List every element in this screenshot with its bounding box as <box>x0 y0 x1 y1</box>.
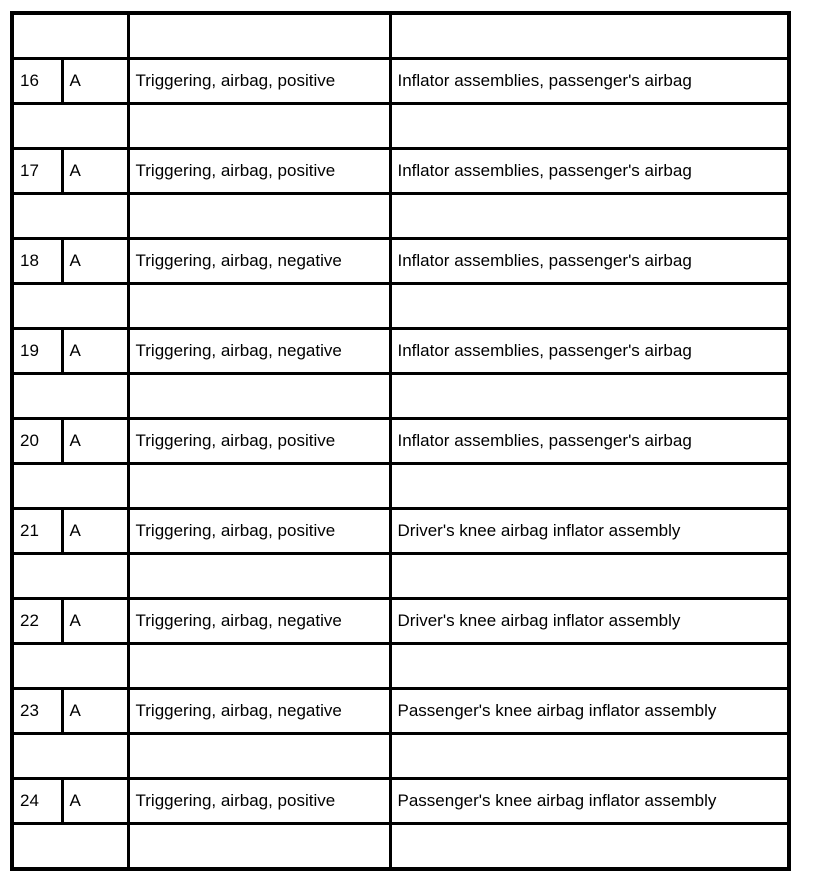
pin-number-cell: 23 <box>12 689 62 734</box>
destination-cell: Driver's knee airbag inflator assembly <box>390 599 789 644</box>
table-row <box>12 329 789 374</box>
spacer-cell <box>390 284 789 329</box>
connector-cell: A <box>62 59 128 104</box>
connector-cell: A <box>62 599 128 644</box>
destination-cell: Driver's knee airbag inflator assembly <box>390 509 789 554</box>
spacer-cell <box>390 104 789 149</box>
connector-cell: A <box>62 419 128 464</box>
function-cell: Triggering, airbag, positive <box>128 59 390 104</box>
pin-number-cell: 18 <box>12 239 62 284</box>
destination-cell: Passenger's knee airbag inflator assembly <box>390 779 789 824</box>
connector-cell: A <box>62 689 128 734</box>
spacer-row <box>12 644 789 689</box>
table-row <box>12 599 789 644</box>
function-cell: Triggering, airbag, negative <box>128 329 390 374</box>
spacer-cell <box>12 464 128 509</box>
spacer-cell <box>128 104 390 149</box>
spacer-row <box>12 104 789 149</box>
spacer-cell <box>390 734 789 779</box>
pin-assignment-table <box>10 11 791 871</box>
connector-cell: A <box>62 329 128 374</box>
pin-number-cell: 17 <box>12 149 62 194</box>
spacer-row <box>12 464 789 509</box>
spacer-cell <box>128 554 390 599</box>
spacer-row <box>12 284 789 329</box>
spacer-cell <box>128 284 390 329</box>
function-cell: Triggering, airbag, negative <box>128 599 390 644</box>
spacer-cell <box>390 13 789 59</box>
pin-number-cell: 24 <box>12 779 62 824</box>
pin-number-cell: 20 <box>12 419 62 464</box>
spacer-cell <box>128 734 390 779</box>
spacer-cell <box>128 644 390 689</box>
function-cell: Triggering, airbag, negative <box>128 689 390 734</box>
spacer-cell <box>12 13 128 59</box>
destination-cell: Inflator assemblies, passenger's airbag <box>390 59 789 104</box>
spacer-cell <box>128 13 390 59</box>
spacer-cell <box>390 824 789 870</box>
table-row <box>12 59 789 104</box>
spacer-cell <box>390 374 789 419</box>
spacer-cell <box>12 644 128 689</box>
pin-number-cell: 21 <box>12 509 62 554</box>
table-row <box>12 239 789 284</box>
spacer-cell <box>12 194 128 239</box>
function-cell: Triggering, airbag, positive <box>128 509 390 554</box>
spacer-row <box>12 734 789 779</box>
spacer-row <box>12 554 789 599</box>
spacer-row <box>12 374 789 419</box>
spacer-cell <box>12 554 128 599</box>
connector-cell: A <box>62 239 128 284</box>
function-cell: Triggering, airbag, positive <box>128 779 390 824</box>
spacer-row <box>12 824 789 870</box>
spacer-cell <box>12 284 128 329</box>
pin-number-cell: 22 <box>12 599 62 644</box>
destination-cell: Inflator assemblies, passenger's airbag <box>390 149 789 194</box>
connector-cell: A <box>62 509 128 554</box>
destination-cell: Passenger's knee airbag inflator assembly <box>390 689 789 734</box>
destination-cell: Inflator assemblies, passenger's airbag <box>390 329 789 374</box>
spacer-cell <box>390 194 789 239</box>
connector-cell: A <box>62 149 128 194</box>
spacer-row <box>12 13 789 59</box>
destination-cell: Inflator assemblies, passenger's airbag <box>390 239 789 284</box>
function-cell: Triggering, airbag, positive <box>128 149 390 194</box>
destination-cell: Inflator assemblies, passenger's airbag <box>390 419 789 464</box>
table-row <box>12 779 789 824</box>
spacer-cell <box>390 644 789 689</box>
pin-number-cell: 19 <box>12 329 62 374</box>
table-row <box>12 689 789 734</box>
spacer-cell <box>128 464 390 509</box>
spacer-cell <box>390 464 789 509</box>
spacer-cell <box>128 194 390 239</box>
spacer-cell <box>128 374 390 419</box>
spacer-cell <box>12 734 128 779</box>
spacer-cell <box>12 374 128 419</box>
spacer-row <box>12 194 789 239</box>
spacer-cell <box>128 824 390 870</box>
connector-cell: A <box>62 779 128 824</box>
function-cell: Triggering, airbag, positive <box>128 419 390 464</box>
table-row <box>12 509 789 554</box>
table-row <box>12 149 789 194</box>
spacer-cell <box>12 824 128 870</box>
pin-number-cell: 16 <box>12 59 62 104</box>
spacer-cell <box>390 554 789 599</box>
function-cell: Triggering, airbag, negative <box>128 239 390 284</box>
table-row <box>12 419 789 464</box>
spacer-cell <box>12 104 128 149</box>
pin-assignment-body <box>12 13 789 869</box>
